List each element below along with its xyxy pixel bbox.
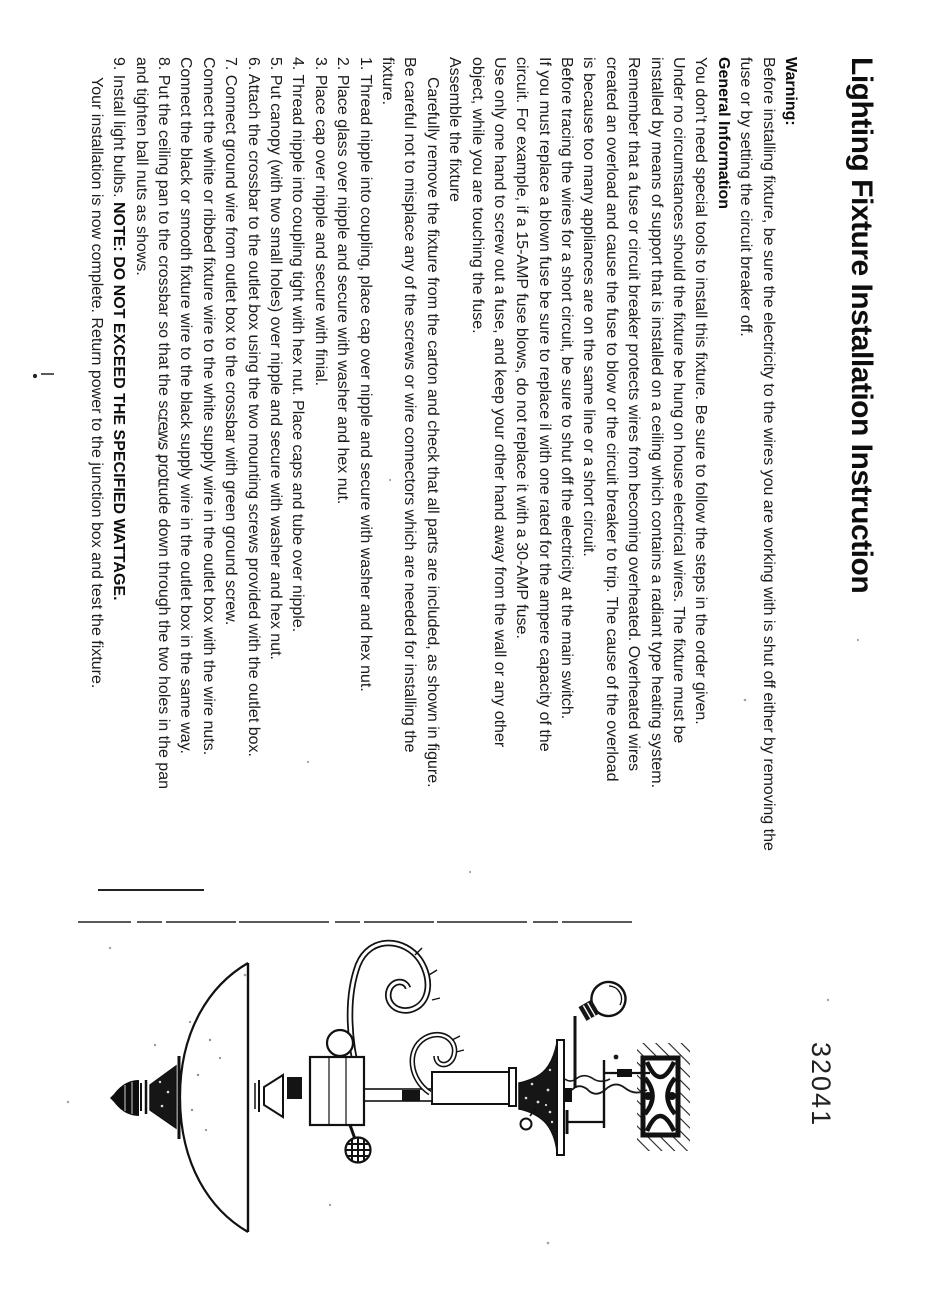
text-lines	[85, 57, 802, 907]
text-line: Carefully remove the fixture from the carton and check that all parts are included, as shown in figure.	[423, 77, 441, 788]
outlet-box	[637, 1043, 690, 1151]
hub-body	[310, 1057, 364, 1125]
text-line: installed by means of support that is installed on a ceiling which contains a radiant type heating system.	[647, 57, 665, 789]
coupling-hub	[310, 1030, 371, 1163]
text-line: Warning:	[782, 57, 799, 126]
nipple	[287, 1077, 302, 1099]
text-line: 8. Put the ceiling pan to the crossbar so that the screws protrude down through the two holes in the pan	[155, 57, 173, 789]
text-line: Be careful not to misplace any of the screws or wire connectors which are needed for installing the	[401, 57, 419, 753]
text-line: 2. Place glass over nipple and secure with washer and hex nut.	[334, 57, 352, 505]
text-line: fixture.	[378, 57, 396, 106]
part-number: 32041	[806, 1042, 836, 1128]
text-line: If you must replace a blown fuse be sure to replace il with one rated for the ampere capacity of the	[535, 57, 553, 752]
text-line: 9. Install light bulbs. NOTE: DO NOT EXCEED THE SPECIFIED WATTAGE.	[110, 57, 128, 601]
text-line: Under no circumstances should the fixture be hung on house electrical wires. The fixture must be	[670, 57, 688, 744]
text-line: Connect the black or smooth fixture wire to the black supply wire in the outlet box in the same way.	[177, 57, 195, 754]
cap	[264, 1075, 283, 1117]
text-line: circuit. For example, if a 15-AMP fuse blows, do not replace it with a 30-AMP fuse.	[513, 57, 531, 639]
text-line: 1. Thread nipple into coupling, place cap over nipple and secure with washer and hex nut.	[356, 57, 374, 692]
ceiling-pan-canopy	[519, 1040, 572, 1155]
text-line: is because too many appliances are on the same line or a short circuit.	[580, 57, 598, 557]
text-line: Before tracing the wires for a short circuit, be sure to shut off the electricity at the main switch.	[558, 57, 576, 720]
stem	[362, 1089, 432, 1101]
text-line: 4. Thread nipple into coupling tight with hex nut. Place caps and tube over nipple.	[289, 57, 307, 633]
text-line: General Information	[714, 57, 732, 210]
stem-fitting	[402, 1090, 420, 1101]
text-line: 7. Connect ground wire from outlet box to the crossbar with green ground screw.	[222, 57, 240, 626]
text-line: Before installing fixture, be sure the electricity to the wires you are working with is shut off either by removing the	[759, 57, 777, 851]
text-line: created an overload and cause the fuse to blow or the circuit breaker to trip. The cause of the overload	[602, 57, 620, 782]
text-line: Remember that a fuse or circuit breaker protects wires from becoming overheated. Overheated wires	[625, 57, 643, 772]
text-line: Connect the white or ribbed fixture wire to the white supply wire in the outlet box with the wire nuts.	[199, 57, 217, 756]
page-title: Lighting Fixture Installation Instruction	[845, 57, 878, 594]
text-line: fuse or by setting the circuit breaker off.	[737, 57, 755, 337]
finial	[110, 1080, 139, 1116]
hatched-knob	[345, 1138, 371, 1164]
text-line: Assemble the fixture	[446, 57, 464, 202]
tube	[432, 1072, 509, 1104]
flared-cap	[150, 1066, 176, 1128]
scroll-arm-large	[350, 943, 440, 1075]
supply-wires	[565, 1055, 647, 1094]
hub-ball	[327, 1030, 353, 1056]
text-line: and tighten ball nuts as shows.	[132, 57, 150, 276]
text-line: You don't need special tools to install this fixture. Be sure to follow the steps in the order given.	[692, 57, 710, 725]
text-line: object, while you are touching the fuse.	[468, 57, 486, 334]
text-line: Use only one hand to screw out a fuse, and keep your other hand away from the wall or any other	[490, 57, 508, 748]
text-line: Your installation is now complete. Return power to the junction box and test the fixture.	[87, 77, 105, 689]
text-line: 3. Place cap over nipple and secure with finial.	[311, 57, 329, 387]
washer-marks	[255, 1080, 259, 1112]
washer-top	[509, 1068, 516, 1106]
finial-washers	[141, 1080, 146, 1114]
text-line: 5. Put canopy (with two small holes) over nipple and secure with washer and hex nut.	[267, 57, 285, 660]
text-line: 6. Attach the crossbar to the outlet box using the two mounting screws provided with the outlet box.	[244, 57, 262, 757]
light-bulb	[574, 976, 632, 1029]
